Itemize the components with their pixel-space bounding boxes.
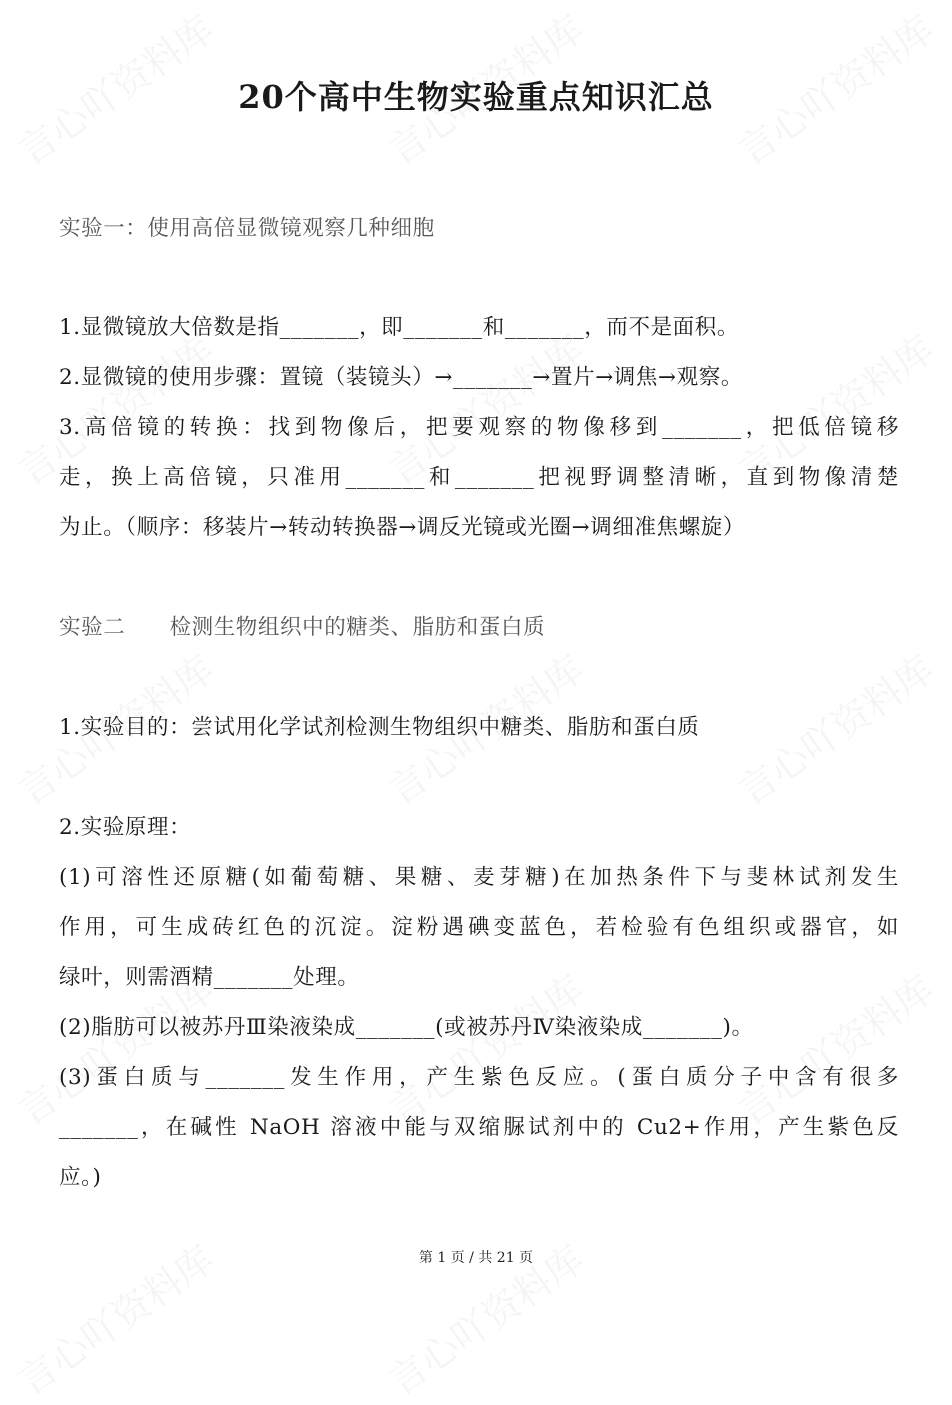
text-line: 应。)	[59, 1165, 102, 1190]
text-line: 为止。（顺序：移装片→转动转换器→调反光镜或光圈→调细准焦螺旋）	[59, 515, 745, 540]
page-number: 第 1 页 / 共 21 页	[418, 1250, 534, 1266]
text-line: (2)脂肪可以被苏丹Ⅲ染液染成_______(或被苏丹Ⅳ染液染成_______)。	[59, 1015, 754, 1040]
text-line: 2.显微镜的使用步骤：置镜（装镜头）→_______→置片→调焦→观察。	[59, 365, 743, 390]
text-line: 1.实验目的：尝试用化学试剂检测生物组织中糖类、脂肪和蛋白质	[59, 715, 700, 740]
text-line: (3)蛋白质与_______发生作用，产生紫色反应。(蛋白质分子中含有很多	[59, 1065, 899, 1090]
text-line: 1.显微镜放大倍数是指_______，即_______和_______，而不是面积。	[59, 315, 739, 340]
text-line: 2.实验原理：	[59, 815, 192, 840]
section-heading: 实验一：使用高倍显微镜观察几种细胞	[59, 216, 435, 241]
text-line: 作用，可生成砖红色的沉淀。淀粉遇碘变蓝色，若检验有色组织或器官，如	[59, 915, 899, 940]
text-line: (1)可溶性还原糖(如葡萄糖、果糖、麦芽糖)在加热条件下与斐林试剂发生	[59, 865, 899, 890]
section-heading: 实验二 检测生物组织中的糖类、脂肪和蛋白质	[59, 615, 546, 640]
document-title: 20个高中生物实验重点知识汇总	[238, 78, 714, 116]
text-line: 3.高倍镜的转换：找到物像后，把要观察的物像移到_______，把低倍镜移	[59, 415, 899, 440]
text-line: 绿叶，则需酒精_______处理。	[59, 965, 360, 990]
text-line: 走，换上高倍镜，只准用_______和_______把视野调整清晰，直到物像清楚	[59, 465, 899, 490]
text-line: _______，在碱性 NaOH 溶液中能与双缩脲试剂中的 Cu2+作用，产生紫色反	[59, 1115, 899, 1140]
